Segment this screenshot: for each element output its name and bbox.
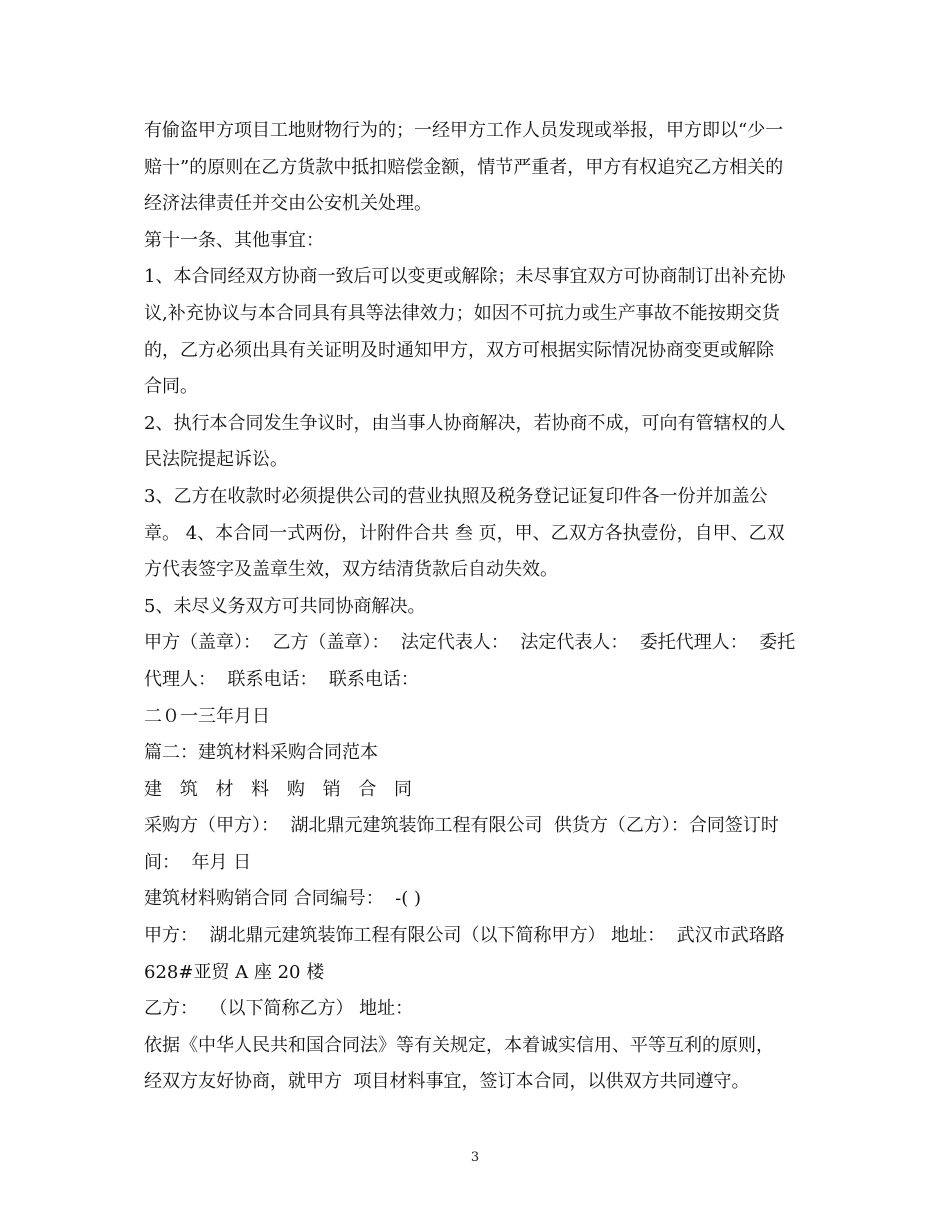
text-line: 甲方： 湖北鼎元建筑装饰工程有限公司（以下简称甲方） 地址： 武汉市武珞路 (144, 925, 785, 947)
text-line: 赔十”的原则在乙方货款中抵扣赔偿金额，情节严重者，甲方有权追究乙方相关的 (144, 156, 784, 178)
page-number: 3 (470, 1150, 480, 1165)
text-line: 628#亚贸 A 座 20 楼 (144, 961, 325, 983)
text-line: 的，乙方必须出具有关证明及时通知甲方，双方可根据实际情况协商变更或解除 (144, 339, 774, 361)
text-line: 有偷盗甲方项目工地财物行为的；一经甲方工作人员发现或举报，甲方即以“少一 (144, 120, 784, 141)
signature-line: 甲方（盖章）： 乙方（盖章）： 法定代表人： 法定代表人： 委托代理人： 委托 (144, 632, 796, 654)
text-line: 合同。 (144, 376, 198, 398)
section-heading: 第十一条、其他事宜： (144, 229, 324, 251)
date-line: 二０一三年月日 (144, 705, 270, 727)
document-body (144, 113, 809, 1101)
text-line: 1、本合同经双方协商一致后可以变更或解除；未尽事宜双方可协商制订出补充协 (144, 266, 786, 288)
text-line: 采购方（甲方）： 湖北鼎元建筑装饰工程有限公司 供货方（乙方）：合同签订时 (144, 815, 779, 837)
text-line: 乙方： （以下简称乙方） 地址： (144, 998, 414, 1020)
text-line: 议,补充协议与本合同具有具等法律效力；如因不可抗力或生产事故不能按期交货 (144, 302, 780, 324)
contract-title: 建 筑 材 料 购 销 合 同 (144, 778, 419, 800)
text-line: 建筑材料购销合同 合同编号： -( ) (144, 888, 422, 910)
text-line: 方代表签字及盖章生效，双方结清货款后自动失效。 (144, 559, 558, 581)
text-line: 3、乙方在收款时必须提供公司的营业执照及税务登记证复印件各一份并加盖公 (144, 485, 768, 507)
text-line: 2、执行本合同发生争议时，由当事人协商解决，若协商不成，可向有管辖权的人 (144, 412, 786, 434)
text-line: 经双方友好协商，就甲方 项目材料事宜，签订本合同，以供双方共同遵守。 (144, 1071, 750, 1093)
text-line: 经济法律责任并交由公安机关处理。 (144, 193, 432, 215)
text-line: 5、未尽义务双方可共同协商解决。 (144, 595, 426, 617)
section-title: 篇二：建筑材料采购合同范本 (144, 742, 378, 764)
text-line: 间： 年月 日 (144, 851, 252, 873)
text-line: 章。 4、本合同一式两份，计附件合共 叁 页，甲、乙双方各执壹份，自甲、乙双 (144, 522, 785, 544)
text-line: 民法院提起诉讼。 (144, 449, 288, 471)
signature-line: 代理人： 联系电话： 联系电话： (144, 668, 419, 690)
text-line: 依据《中华人民共和国合同法》等有关规定，本着诚实信用、平等互利的原则， (144, 1034, 774, 1056)
